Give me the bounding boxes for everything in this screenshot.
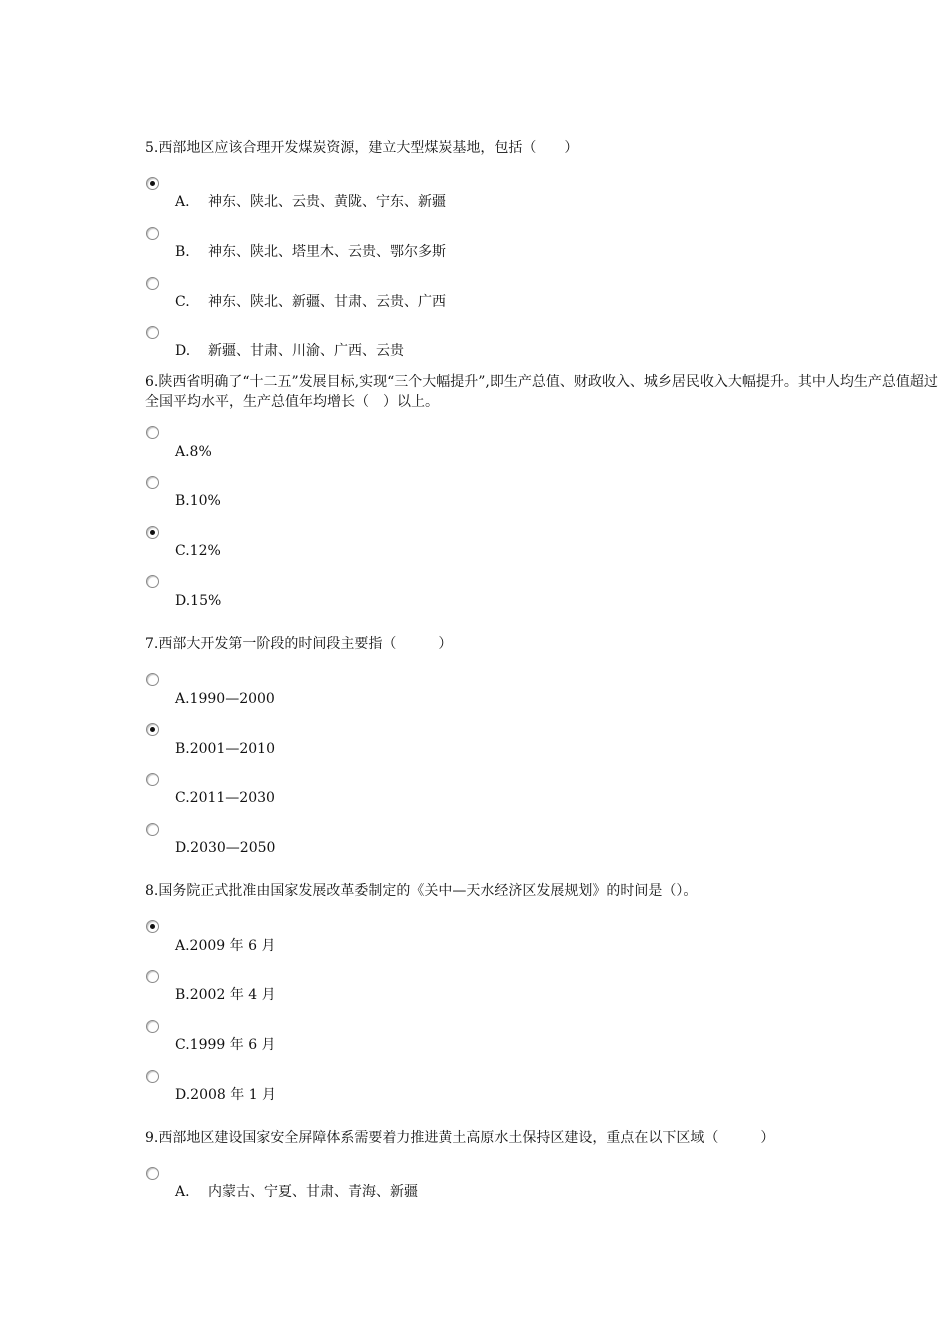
radio-q5-c[interactable] bbox=[146, 277, 159, 290]
radio-q7-a[interactable] bbox=[146, 673, 159, 686]
option-q5-a bbox=[175, 192, 446, 212]
radio-q6-d[interactable] bbox=[146, 575, 159, 588]
option-letter: B. bbox=[175, 244, 190, 260]
option-text: 新疆、甘肃、川渝、广西、云贵 bbox=[208, 343, 404, 359]
option-q9-a bbox=[175, 1182, 418, 1202]
option-text: 神东、陕北、云贵、黄陇、宁东、新疆 bbox=[208, 194, 446, 210]
radio-q6-b[interactable] bbox=[146, 476, 159, 489]
option-q5-b bbox=[175, 242, 446, 262]
radio-q6-a[interactable] bbox=[146, 426, 159, 439]
question-5-stem: 5.西部地区应该合理开发煤炭资源，建立大型煤炭基地，包括（ ） bbox=[145, 140, 579, 156]
option-q8-b: B.2002 年 4 月 bbox=[175, 987, 276, 1003]
option-text: 内蒙古、宁夏、甘肃、青海、新疆 bbox=[208, 1184, 418, 1200]
option-q5-c bbox=[175, 292, 446, 312]
option-q7-a: A.1990—2000 bbox=[175, 691, 275, 707]
radio-q5-a[interactable] bbox=[146, 177, 159, 190]
radio-q7-c[interactable] bbox=[146, 773, 159, 786]
option-letter: D. bbox=[175, 343, 191, 359]
radio-q9-a[interactable] bbox=[146, 1167, 159, 1180]
option-q8-c: C.1999 年 6 月 bbox=[175, 1037, 276, 1053]
question-6-stem: 6.陕西省明确了“十二五”发展目标,实现“三个大幅提升”,即生产总值、财政收入、城乡居民收入大幅提升。其中人均生产总值超过全国平均水平，生产总值年均增长（ ）以上。 bbox=[145, 374, 938, 410]
radio-q6-c[interactable] bbox=[146, 526, 159, 539]
radio-q5-d[interactable] bbox=[146, 326, 159, 339]
option-text: 神东、陕北、塔里木、云贵、鄂尔多斯 bbox=[208, 244, 446, 260]
radio-q7-d[interactable] bbox=[146, 823, 159, 836]
option-q6-d: D.15% bbox=[175, 593, 222, 609]
radio-q7-b[interactable] bbox=[146, 723, 159, 736]
option-q8-d: D.2008 年 1 月 bbox=[175, 1087, 277, 1103]
question-8-stem: 8.国务院正式批准由国家发展改革委制定的《关中—天水经济区发展规划》的时间是（）。 bbox=[145, 883, 698, 899]
radio-q5-b[interactable] bbox=[146, 227, 159, 240]
option-text: 神东、陕北、新疆、甘肃、云贵、广西 bbox=[208, 294, 446, 310]
question-7-stem: 7.西部大开发第一阶段的时间段主要指（ ） bbox=[145, 636, 453, 652]
option-q6-a: A.8% bbox=[175, 444, 212, 460]
question-9-stem: 9.西部地区建设国家安全屏障体系需要着力推进黄土高原水土保持区建设，重点在以下区域（ ） bbox=[145, 1130, 775, 1146]
option-q5-d bbox=[175, 341, 404, 361]
option-q6-b: B.10% bbox=[175, 493, 221, 509]
radio-q8-d[interactable] bbox=[146, 1070, 159, 1083]
option-q8-a: A.2009 年 6 月 bbox=[175, 938, 276, 954]
radio-q8-b[interactable] bbox=[146, 970, 159, 983]
option-q7-c: C.2011—2030 bbox=[175, 790, 275, 806]
option-q7-d: D.2030—2050 bbox=[175, 840, 276, 856]
option-letter: A. bbox=[175, 1184, 190, 1200]
option-q6-c: C.12% bbox=[175, 543, 221, 559]
option-q7-b: B.2001—2010 bbox=[175, 741, 275, 757]
option-letter: C. bbox=[175, 294, 190, 310]
radio-q8-c[interactable] bbox=[146, 1020, 159, 1033]
radio-q8-a[interactable] bbox=[146, 920, 159, 933]
option-letter: A. bbox=[175, 194, 190, 210]
